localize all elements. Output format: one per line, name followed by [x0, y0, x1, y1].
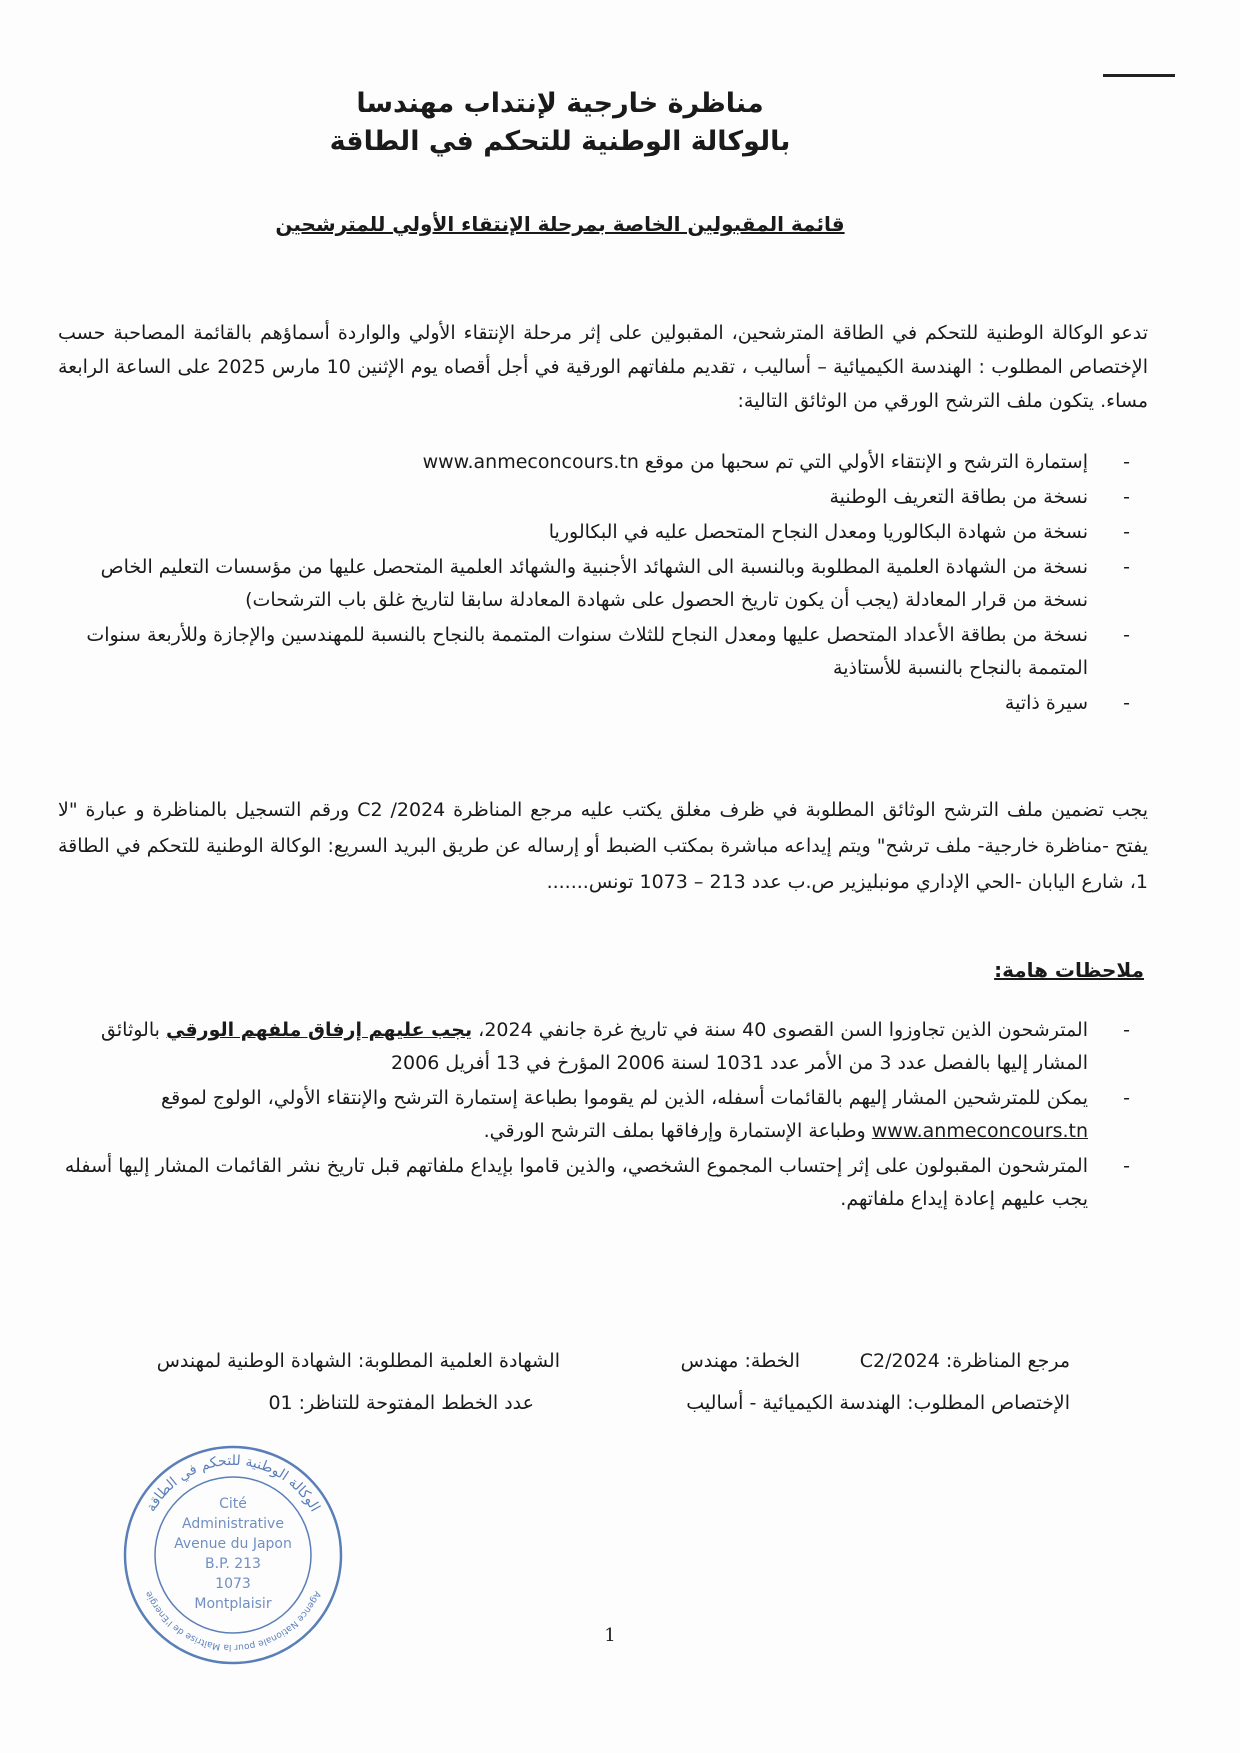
notes-heading: ملاحظات هامة: [994, 958, 1144, 982]
stamp-line-4: B.P. 213 [205, 1556, 261, 1572]
list-dash: - [1123, 486, 1130, 508]
stamp-line-3: Avenue du Japon [174, 1536, 292, 1552]
required-specialty: الإختصاص المطلوب: الهندسة الكيميائية - أساليب [686, 1392, 1070, 1414]
stamp-outer-ring [125, 1447, 341, 1663]
list-dash: - [1123, 1155, 1130, 1177]
website-link[interactable]: www.anmeconcours.tn [871, 1120, 1088, 1142]
document-subtitle: قائمة المقبولين الخاصة بمرحلة الإنتقاء الأولي للمترشحين [275, 212, 845, 236]
note-item-3: - المترشحون المقبولون على إثر إحتساب المجموع الشخصي، والذين قاموا بإيداع ملفاتهم قبل تاريخ نشر القائمات المشار إليها أسفله يجب عليهم إعادة إيداع ملفاتهم. [58, 1150, 1088, 1216]
required-degree: الشهادة العلمية المطلوبة: الشهادة الوطنية لمهندس [156, 1350, 560, 1372]
submission-paragraph: يجب تضمين ملف الترشح الوثائق المطلوبة في ظرف مغلق يكتب عليه مرجع المناظرة C2 /2024 ورقم التسجيل بالمناظرة و عبارة "لا يفتح -مناظرة خارجية- ملف ترشح" ويتم إيداعه مباشرة بمكتب الضبط أو إرساله عن طريق البريد السريع: الوكالة الوطنية للتحكم في الطاقة 1، شارع اليابان -الحي الإداري مونبليزير ص.ب عدد 213 – 1073 تونس....... [58, 799, 1149, 893]
notes-list [58, 1014, 1130, 1218]
required-documents-list [58, 446, 1130, 722]
corner-rule [1103, 74, 1175, 77]
list-dash: - [1123, 1019, 1130, 1041]
stamp-line-1: Cité [219, 1496, 247, 1512]
list-dash: - [1123, 556, 1130, 578]
list-dash: - [1123, 451, 1130, 473]
document-item-4: - نسخة من الشهادة العلمية المطلوبة وبالنسبة الى الشهائد الأجنبية والشهائد العلمية المتحصل عليها من مؤسسات التعليم الخاص نسخة من قرار المعادلة (يجب أن يكون تاريخ الحصول على شهادة المعادلة سابقا لتاريخ غلق باب الترشحات) [58, 551, 1088, 617]
document-title-line2: بالوكالة الوطنية للتحكم في الطاقة [329, 126, 791, 157]
list-dash: - [1123, 692, 1130, 714]
list-dash: - [1123, 624, 1130, 646]
document-item-3: - نسخة من شهادة البكالوريا ومعدل النجاح المتحصل عليه في البكالوريا [58, 516, 1088, 549]
stamp-ring-french: Agence Nationale pour la Maîtrise de l'Energie [143, 1589, 323, 1653]
intro-paragraph: تدعو الوكالة الوطنية للتحكم في الطاقة المترشحين، المقبولين على إثر مرحلة الإنتقاء الأولي والواردة أسماؤهم بالقائمة المصاحبة حسب الإختصاص المطلوب : الهندسة الكيميائية – أساليب ، تقديم ملفاتهم الورقية في أجل أقصاه يوم الإثنين 10 مارس 2025 على الساعة الرابعة مساء. يتكون ملف الترشح الورقي من الوثائق التالية: [58, 322, 1148, 412]
document-item-2: - نسخة من بطاقة التعريف الوطنية [58, 481, 1088, 514]
document-title-line1: مناظرة خارجية لإنتداب مهندسا [356, 88, 764, 119]
note-emphasis: يجب عليهم إرفاق ملفهم الورقي [165, 1019, 473, 1041]
list-dash: - [1123, 1087, 1130, 1109]
official-stamp [118, 1440, 348, 1670]
stamp-line-5: 1073 [215, 1576, 251, 1592]
document-item-1: - إستمارة الترشح و الإنتقاء الأولي التي تم سحبها من موقع www.anmeconcours.tn [58, 446, 1088, 479]
page-number: 1 [604, 1625, 616, 1646]
position-label: الخطة: مهندس [680, 1350, 800, 1372]
stamp-line-6: Montplaisir [194, 1596, 272, 1612]
list-dash: - [1123, 521, 1130, 543]
document-item-6: - سيرة ذاتية [58, 687, 1088, 720]
contest-reference: مرجع المناظرة: C2/2024 [859, 1350, 1070, 1372]
stamp-ring-arabic: الوكالة الوطنية للتحكم في الطاقة [143, 1452, 323, 1515]
open-positions-count: عدد الخطط المفتوحة للتناظر: 01 [268, 1392, 534, 1414]
note-item-1: - المترشحون الذين تجاوزوا السن القصوى 40 سنة في تاريخ غرة جانفي 2024، يجب عليهم إرفاق ملفهم الورقي بالوثائق المشار إليها بالفصل عدد 3 من الأمر عدد 1031 لسنة 2006 المؤرخ في 13 أفريل 2006 [58, 1014, 1088, 1080]
stamp-line-2: Administrative [182, 1516, 284, 1532]
document-item-5: - نسخة من بطاقة الأعداد المتحصل عليها ومعدل النجاح للثلاث سنوات المتممة بالنجاح بالنسبة للمهندسين والإجازة وللأربعة سنوات المتممة بالنجاح بالنسبة للأستاذية [58, 619, 1088, 685]
note-item-2: - يمكن للمترشحين المشار إليهم بالقائمات أسفله، الذين لم يقوموا بطباعة إستمارة الترشح والإنتقاء الأولي، الولوج لموقع www.anmeconcours.tn وطباعة الإستمارة وإرفاقها بملف الترشح الورقي. [58, 1082, 1088, 1148]
